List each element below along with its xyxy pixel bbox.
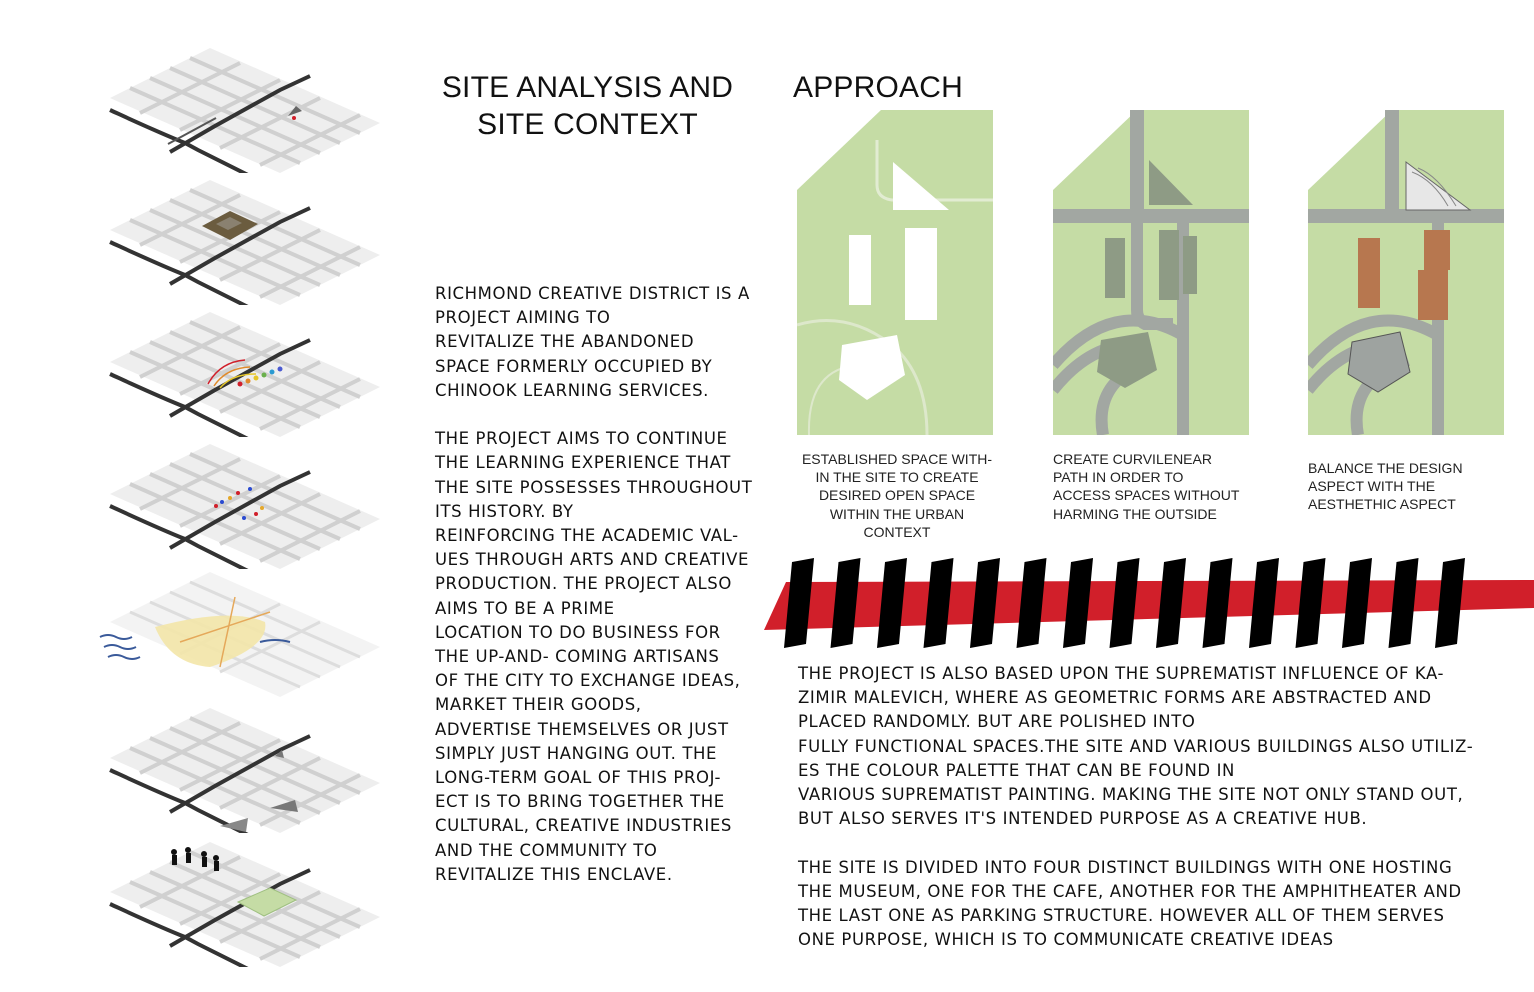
approach-caption-1: ESTABLISHED SPACE WITH- IN THE SITE TO CREATE DESIRED OPEN SPACE WITHIN THE URBAN CONTEXT <box>801 451 993 540</box>
cafe-building <box>1424 230 1450 270</box>
black-parallelogram <box>1342 558 1372 648</box>
black-parallelogram <box>1435 558 1465 648</box>
map-layer-points-of-interest <box>70 444 400 569</box>
site-analysis-layer-stack <box>70 20 400 980</box>
black-parallelogram <box>970 558 1000 648</box>
black-parallelogram <box>1296 558 1326 648</box>
black-parallelogram <box>1017 558 1047 648</box>
black-parallelogram <box>1063 558 1093 648</box>
map-layer-circulation <box>70 572 400 697</box>
site-ground <box>797 110 993 435</box>
black-parallelogram <box>1156 558 1186 648</box>
map-layer-base <box>110 48 380 173</box>
map-layer-roads <box>70 708 400 833</box>
site-analysis-heading: SITE ANALYSIS AND SITE CONTEXT <box>441 71 734 141</box>
map-layer-site-location <box>70 180 400 305</box>
approach-caption-3: BALANCE THE DESIGN ASPECT WITH THE AESTHETHIC ASPECT <box>1308 460 1463 513</box>
approach-plan-1 <box>797 110 993 435</box>
black-parallelogram <box>1203 558 1233 648</box>
parking-building <box>1418 270 1448 320</box>
map-layer-topography <box>70 312 400 437</box>
black-parallelogram <box>924 558 954 648</box>
black-parallelogram <box>1249 558 1279 648</box>
suprematist-stripe-graphic <box>764 552 1534 652</box>
approach-plan-2 <box>1053 110 1249 435</box>
black-parallelogram <box>831 558 861 648</box>
black-parallelogram <box>877 558 907 648</box>
approach-plan-3 <box>1308 110 1504 435</box>
approach-caption-2: CREATE CURVILENEAR PATH IN ORDER TO ACCESS SPACES WITHOUT HARMING THE OUTSIDE <box>1053 451 1240 522</box>
map-layer-context <box>70 48 400 173</box>
approach-heading: APPROACH <box>793 71 963 104</box>
map-layer-landscape <box>70 842 400 967</box>
black-parallelogram <box>1389 558 1419 648</box>
black-parallelogram <box>784 558 814 648</box>
suprematist-influence-text: THE PROJECT IS ALSO BASED UPON THE SUPREMATIST INFLUENCE OF KA- ZIMIR MALEVICH, WHERE AS GEOMETRIC FORMS ARE ABSTRACTED AND PLACED RANDOMLY. BUT ARE POLISHED INTO FULLY FUNCTIONAL SPACES.THE SITE AND VARIOUS BUILDINGS ALSO UTILIZ- ES THE COLOUR PALETTE THAT CAN BE FOUND IN VARIOUS SUPREMATIST PAINTING. MAKING THE SITE NOT ONLY STAND OUT, BUT ALSO SERVES IT'S INTENDED PURPOSE AS A CREATIVE HUB. THE SITE IS DIVIDED INTO FOUR DISTINCT BUILDINGS WITH ONE HOSTING THE MUSEUM, ONE FOR THE CAFE, ANOTHER FOR THE AMPHITHEATER AND THE LAST ONE AS PARKING STRUCTURE. HOWEVER ALL OF THEM SERVES ONE PURPOSE, WHICH IS TO COMMUNICATE CREATIVE IDEAS <box>798 664 1474 950</box>
project-intro-text: RICHMOND CREATIVE DISTRICT IS A PROJECT AIMING TO REVITALIZE THE ABANDONED SPACE FORMERLY OCCUPIED BY CHINOOK LEARNING SERVICES. THE PROJECT AIMS TO CONTINUE THE LEARNING EXPERIENCE THAT THE SITE POSSESSES THROUGHOUT ITS HISTORY. BY REINFORCING THE ACADEMIC VAL- UES THROUGH ARTS AND CREATIVE PRODUCTION. THE PROJECT ALSO AIMS TO BE A PRIME LOCATION TO DO BUSINESS FOR THE UP-AND- COMING ARTISANS OF THE CITY TO EXCHANGE IDEAS, MARKET THEIR GOODS, ADVERTISE THEMSELVES OR JUST SIMPLY JUST HANGING OUT. THE LONG-TERM GOAL OF THIS PROJ- ECT IS TO BRING TOGETHER THE CULTURAL, CREATIVE INDUSTRIES AND THE COMMUNITY TO REVITALIZE THIS ENCLAVE. <box>435 284 753 884</box>
museum-building <box>1358 238 1380 308</box>
black-parallelogram <box>1110 558 1140 648</box>
